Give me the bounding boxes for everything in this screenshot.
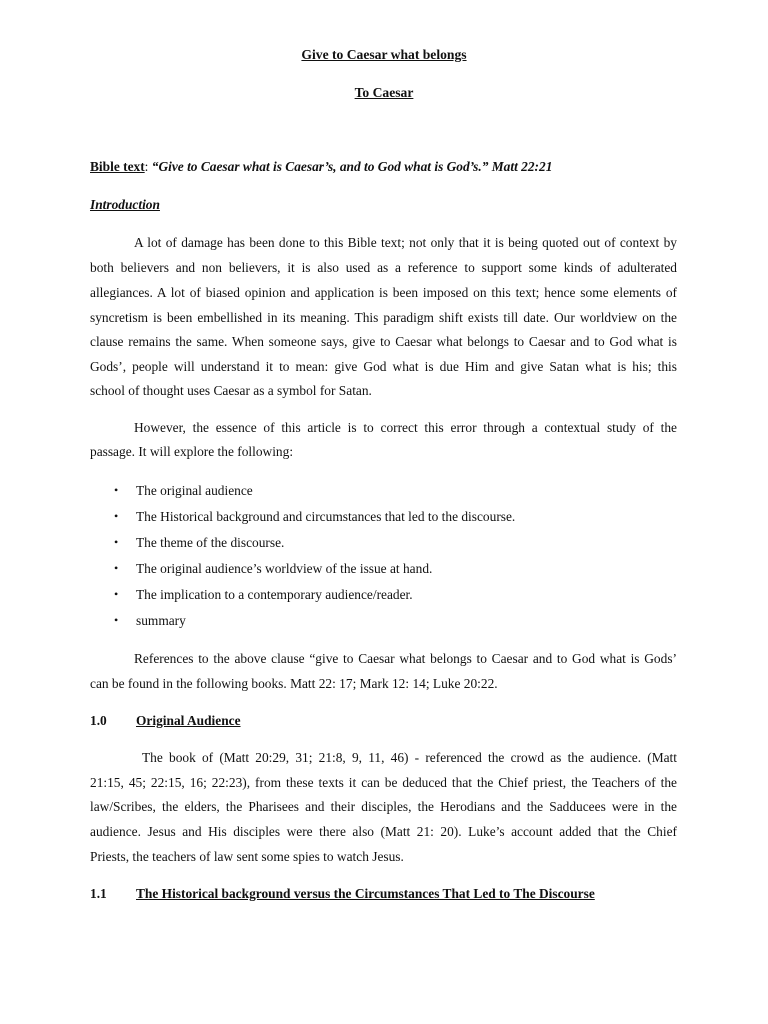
section-2-number: 1.1 <box>90 886 107 901</box>
bullet-dot: • <box>114 535 119 549</box>
para2-line-2: passage. It will explore the following: <box>90 444 294 459</box>
para3-line-2: can be found in the following books. Matt 22: 17; Mark 12: 14; Luke 20:22. <box>90 676 498 691</box>
para1-line-2: both believers and non believers, it is also used as a reference to support some kinds of adulterated <box>90 260 677 275</box>
list-item: The original audience <box>136 483 253 498</box>
list-item: The theme of the discourse. <box>136 535 285 550</box>
introduction-heading: Introduction <box>90 197 160 212</box>
para1-line-5: clause remains the same. When someone says, give to Caesar what belongs to Caesar and to God what is <box>90 334 677 349</box>
para4-line-4: audience. Jesus and His disciples were there also (Matt 21: 20). Luke’s account added that the Chief <box>90 824 677 839</box>
bible-text-label: Bible text <box>90 159 145 174</box>
list-item: The Historical background and circumstances that led to the discourse. <box>136 509 516 524</box>
para1-line-6: Gods’, people will understand it to mean: give God what is due Him and give Satan what is his; this <box>90 359 677 374</box>
para1-line-1: A lot of damage has been done to this Bible text; not only that it is being quoted out of context by <box>134 235 677 250</box>
para2-line-1: However, the essence of this article is to correct this error through a contextual study of the <box>134 420 677 435</box>
para4-line-3: law/Scribes, the elders, the Pharisees and their disciples, the Herodians and the Sadducees were in the <box>90 799 677 814</box>
list-item: summary <box>136 613 186 628</box>
bible-text-line <box>90 159 677 175</box>
section-1-number: 1.0 <box>90 713 107 728</box>
para4-line-2: 21:15, 45; 22:15, 16; 22:23), from these texts it can be deduced that the Chief priest, the Teachers of the <box>90 775 677 790</box>
bullet-dot: • <box>114 561 119 575</box>
bible-text-quote: “Give to Caesar what is Caesar’s, and to God what is God’s.” Matt 22:21 <box>151 159 553 174</box>
bullet-dot: • <box>114 613 119 627</box>
bullet-dot: • <box>114 483 119 497</box>
para4-line-5: Priests, the teachers of law sent some spies to watch Jesus. <box>90 849 404 864</box>
para3-line-1: References to the above clause “give to Caesar what belongs to Caesar and to God what is Gods’ <box>134 651 677 666</box>
document-title-line-2: To Caesar <box>354 85 414 100</box>
section-2-title: The Historical background versus the Circumstances That Led to The Discourse <box>136 886 595 901</box>
para1-line-4: syncretism is been embellished in its meaning. This paradigm shift exists till date. Our worldview on the <box>90 310 677 325</box>
bullet-dot: • <box>114 587 119 601</box>
para1-line-3: allegiances. A lot of biased opinion and application is been imposed on this text; hence some elements of <box>90 285 677 300</box>
bullet-dot: • <box>114 509 119 523</box>
bible-text-colon: : <box>144 159 149 174</box>
list-item: The implication to a contemporary audience/reader. <box>136 587 413 602</box>
para1-line-7: school of thought uses Caesar as a symbol for Satan. <box>90 383 372 398</box>
document-title-line-1: Give to Caesar what belongs <box>301 47 467 62</box>
list-item: The original audience’s worldview of the issue at hand. <box>136 561 433 576</box>
para4-line-1: The book of (Matt 20:29, 31; 21:8, 9, 11, 46) - referenced the crowd as the audience. (Matt <box>142 750 677 765</box>
section-1-title: Original Audience <box>136 713 241 728</box>
